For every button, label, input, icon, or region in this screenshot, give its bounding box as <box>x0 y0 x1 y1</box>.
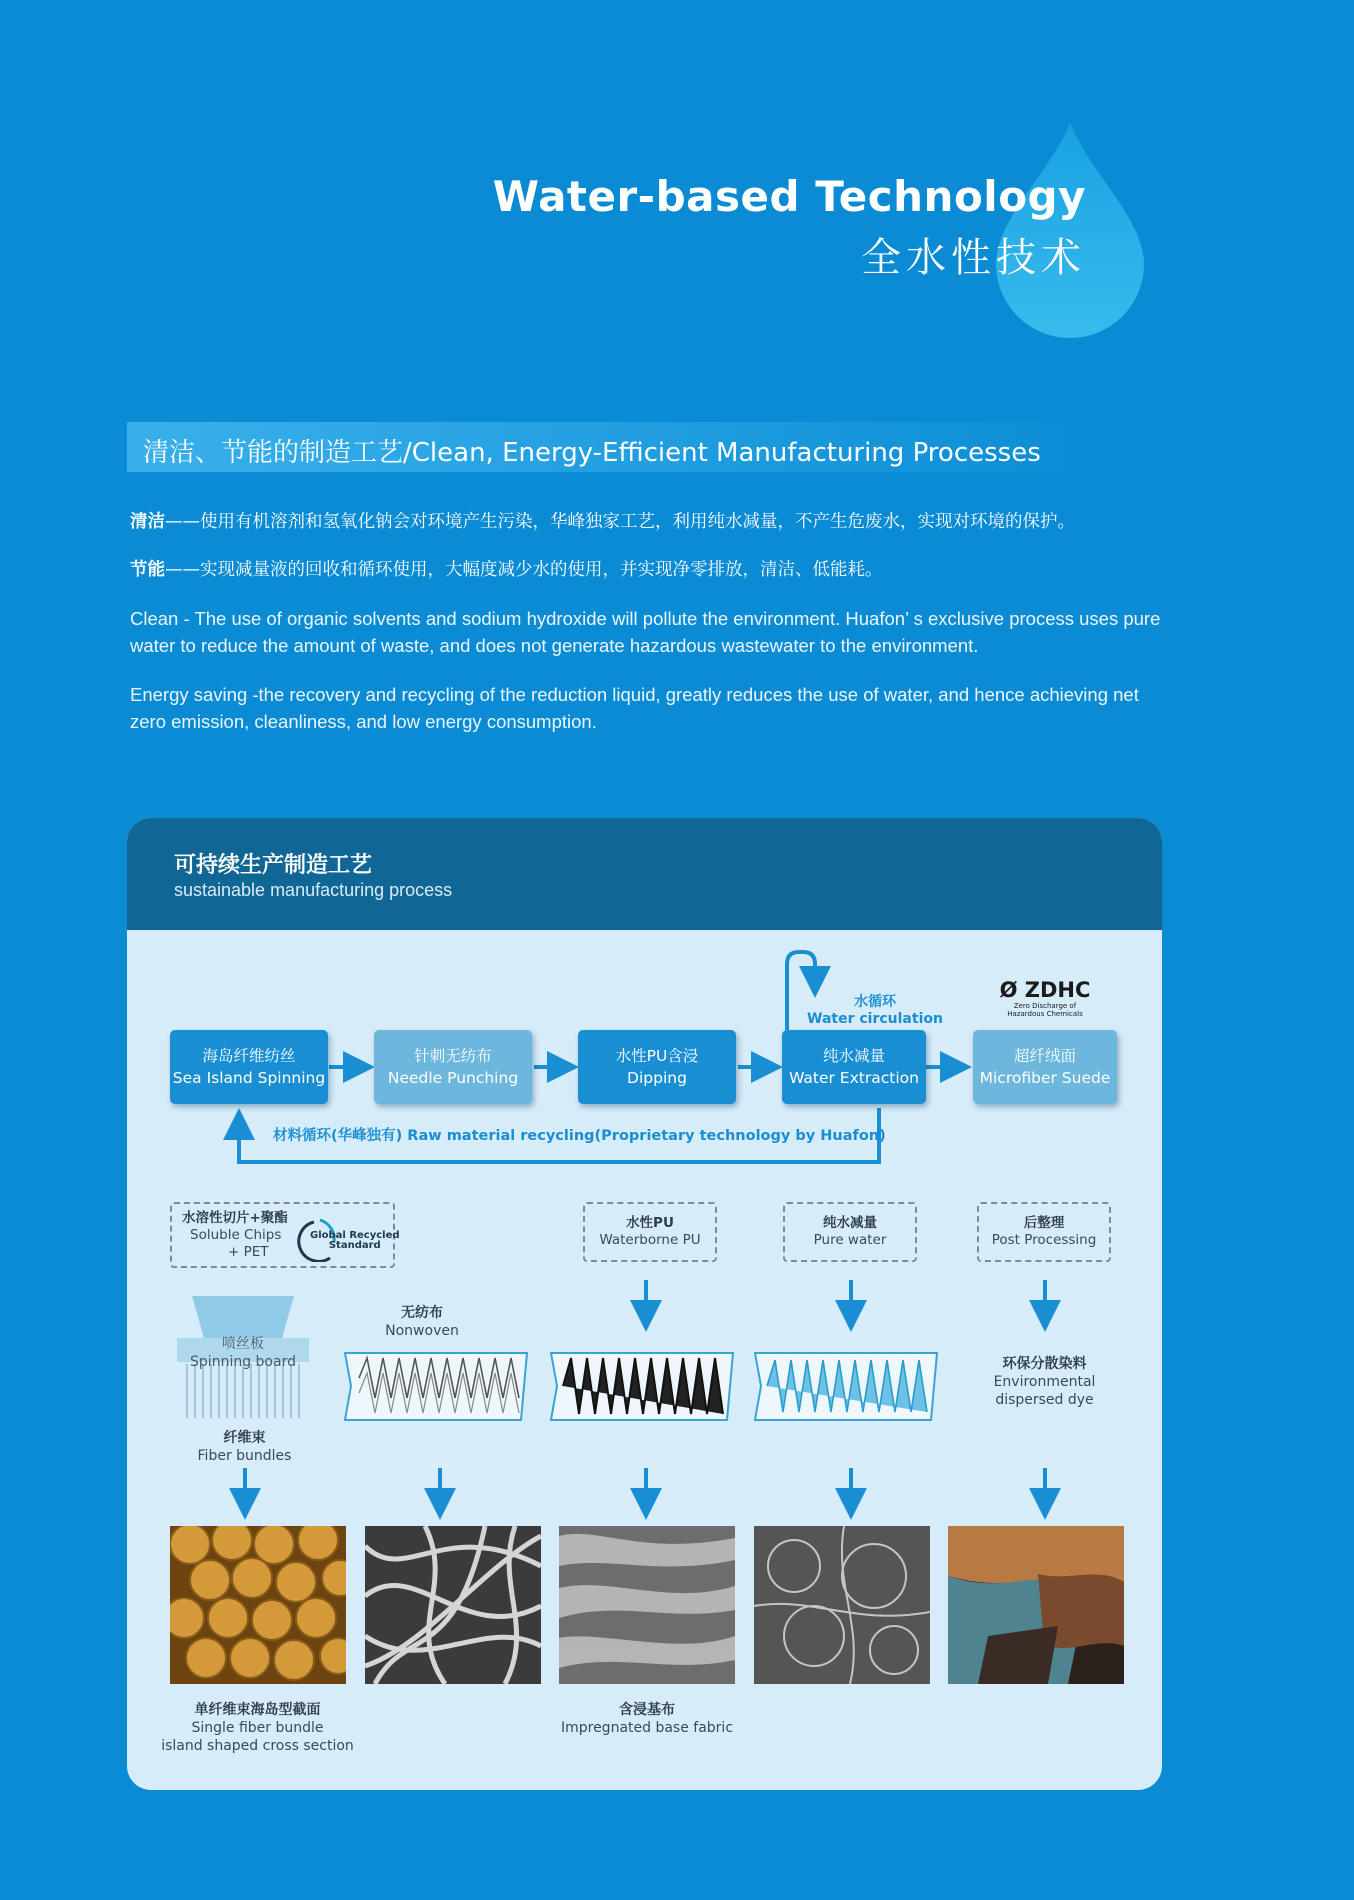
step-dipping <box>578 1030 736 1104</box>
grs-line-1: Global Recycled <box>310 1230 400 1241</box>
step-label-en: Sea Island Spinning <box>172 1069 326 1087</box>
caption1-cn: 单纤维束海岛型截面 <box>194 1702 321 1718</box>
water-circulation-label <box>807 994 943 1028</box>
water-extracted-fabric-image <box>754 1526 930 1684</box>
step-label-cn: 超纤绒面 <box>1013 1047 1076 1065</box>
nonwoven-label <box>372 1304 472 1340</box>
input-label-cn: 水性PU <box>626 1215 674 1231</box>
input-label-en: Pure water <box>813 1232 887 1248</box>
step-label-en: Microfiber Suede <box>979 1069 1111 1087</box>
fabric-strip-dipped <box>551 1353 733 1420</box>
step-water-extraction <box>782 1030 926 1104</box>
step-label-en: Dipping <box>627 1069 687 1087</box>
step-label-cn: 水性PU含浸 <box>615 1047 699 1065</box>
grs-line-2: Standard <box>328 1240 381 1251</box>
section-title-bar <box>127 422 1127 472</box>
dye-en-1: Environmental <box>993 1374 1096 1390</box>
input-label-cn: 水溶性切片+聚酯 <box>182 1209 288 1226</box>
dye-cn: 环保分散染料 <box>1002 1356 1087 1372</box>
step-label-cn: 纯水减量 <box>822 1047 885 1065</box>
input-pure-water <box>783 1202 917 1262</box>
step-label-cn: 针刺无纺布 <box>414 1047 492 1065</box>
fiber-bundles-label <box>182 1429 307 1465</box>
spinning-board-en: Spinning board <box>190 1354 296 1370</box>
zdhc-sub-1: Zero Discharge of <box>1013 1002 1077 1010</box>
microfiber-suede-image <box>948 1526 1124 1684</box>
raw-material-recycling-label: 材料循环(华峰独有) Raw material recycling(Proprietary technology by Huafon) <box>273 1128 886 1144</box>
zdhc-logo-text: Ø ZDHC <box>999 978 1091 1002</box>
zdhc-logo <box>995 978 1095 1018</box>
spinning-board-label <box>183 1335 303 1371</box>
fiber-bundles-en: Fiber bundles <box>197 1448 292 1464</box>
step-label-cn: 海岛纤维纺丝 <box>202 1047 296 1065</box>
card-subtitle: sustainable manufacturing process <box>174 880 453 900</box>
fabric-strip-nonwoven <box>345 1353 527 1420</box>
page-title: Water-based Technology <box>492 172 1086 221</box>
caption3-en: Impregnated base fabric <box>560 1720 734 1736</box>
caption-impregnated-base-fabric <box>557 1701 737 1737</box>
spinning-board-cn: 喷丝板 <box>222 1336 264 1352</box>
caption1-en-1: Single fiber bundle <box>191 1720 324 1736</box>
clean-cn-paragraph <box>130 509 1175 536</box>
step-needle-punching <box>374 1030 532 1104</box>
water-circulation-en: Water circulation <box>807 1011 943 1027</box>
dye-en-2: dispersed dye <box>995 1392 1094 1408</box>
caption1-en-2: island shaped cross section <box>161 1738 354 1754</box>
clean-label: 清洁 <box>130 512 165 532</box>
nonwoven-en: Nonwoven <box>385 1323 459 1339</box>
step-label-en: Water Extraction <box>789 1069 919 1087</box>
caption-sea-island-cross-section <box>155 1701 360 1755</box>
dye-label <box>977 1355 1112 1409</box>
zdhc-sub-2: Hazardous Chemicals <box>1007 1010 1083 1018</box>
input-label-en-2: + PET <box>228 1243 269 1260</box>
fabric-strip-extracted <box>755 1353 937 1420</box>
energy-en-paragraph: Energy saving -the recovery and recycling of the reduction liquid, greatly reduces the use of water, and hence achieving net zero emission, cleanliness, and low energy consumption. <box>130 684 1139 732</box>
energy-cn-text: ——实现减量液的回收和循环使用，大幅度减少水的使用，并实现净零排放，清洁、低能耗。 <box>165 560 883 580</box>
step-microfiber-suede <box>973 1030 1117 1104</box>
nonwoven-fiber-image <box>365 1526 541 1684</box>
step-label-en: Needle Punching <box>387 1069 519 1087</box>
grs-logo-text <box>310 1231 400 1251</box>
nonwoven-cn: 无纺布 <box>401 1305 443 1321</box>
process-card <box>127 818 1162 1790</box>
sea-island-cross-section-image <box>170 1526 346 1684</box>
card-title: 可持续生产制造工艺 <box>174 853 373 878</box>
section-title: 清洁、节能的制造工艺/Clean, Energy-Efficient Manufacturing Processes <box>143 438 1041 468</box>
input-label-cn: 后整理 <box>1023 1215 1065 1231</box>
input-waterborne-pu <box>583 1202 717 1262</box>
clean-cn-text: ——使用有机溶剂和氢氧化钠会对环境产生污染，华峰独家工艺，利用纯水减量，不产生危废水，实现对环境的保护。 <box>165 512 1075 532</box>
input-label-en: Soluble Chips <box>190 1226 282 1243</box>
water-circulation-cn: 水循环 <box>853 994 896 1010</box>
clean-en-paragraph: Clean - The use of organic solvents and sodium hydroxide will pollute the environment. Huafon’ s exclusive process uses pure water to reduce the amount of waste, and does not generate hazardous wastewater to the environment. <box>130 608 1161 656</box>
impregnated-base-fabric-image <box>559 1526 735 1684</box>
step-sea-island-spinning <box>170 1030 328 1104</box>
input-label-en: Waterborne PU <box>599 1232 701 1248</box>
page-subtitle: 全水性技术 <box>861 235 1086 281</box>
input-label-en: Post Processing <box>991 1232 1097 1248</box>
energy-cn-paragraph <box>130 557 1175 584</box>
input-label-cn: 纯水减量 <box>823 1215 877 1231</box>
input-post-processing <box>977 1202 1111 1262</box>
caption3-cn: 含浸基布 <box>619 1702 675 1718</box>
energy-label: 节能 <box>130 560 165 580</box>
fiber-bundles-cn: 纤维束 <box>223 1430 266 1446</box>
